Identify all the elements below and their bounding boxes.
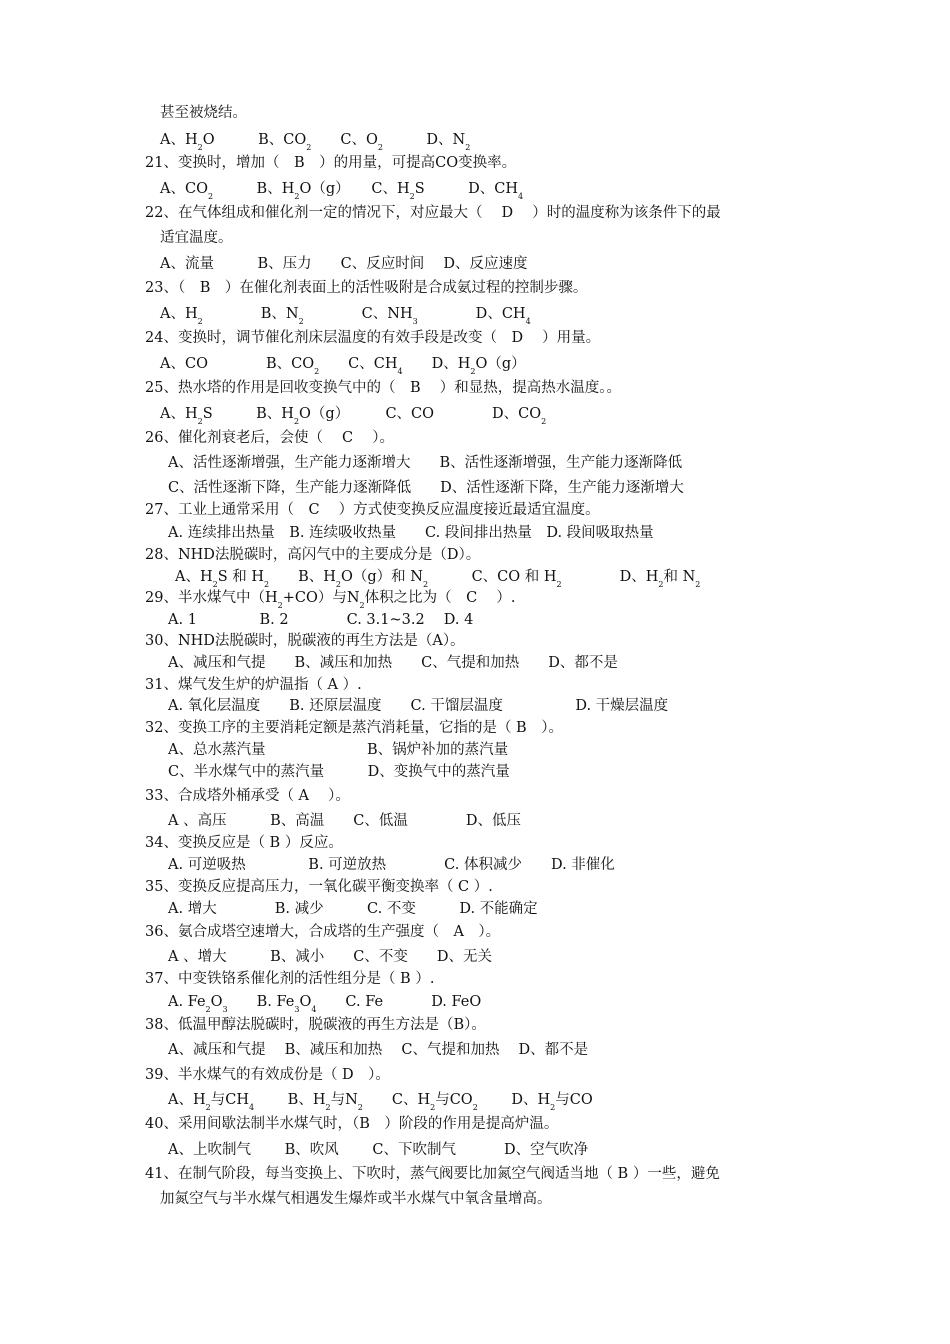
text-line: A 、高压 B、高温 C、低温 D、低压 xyxy=(168,813,521,829)
subscript: 2 xyxy=(430,1103,436,1112)
subscript: 2 xyxy=(325,1103,331,1112)
text-line: A. $Fe_2O_3$ B. $Fe_3O_4$ C. Fe D. FeO xyxy=(168,994,482,1014)
text-line: 36、氨合成塔空速增大，合成塔的生产强度（ A ）。 xyxy=(145,924,501,940)
text-line: A、流量 B、压力 C、反应时间 D、反应速度 xyxy=(160,256,528,272)
subscript: 2 xyxy=(298,317,304,326)
subscript: 2 xyxy=(550,1103,556,1112)
subscript: 2 xyxy=(658,580,664,589)
text-line: A. 1 B. 2 C. 3.1~3.2 D. 4 xyxy=(168,612,474,628)
text-line: 30、NHD法脱碳时，脱碳液的再生方法是（A）。 xyxy=(145,633,465,649)
text-line: A. 增大 B. 减少 C. 不变 D. 不能确定 xyxy=(168,901,538,917)
subscript: 2 xyxy=(197,143,203,152)
subscript: 4 xyxy=(397,367,403,376)
subscript: 4 xyxy=(248,1103,255,1112)
subscript: 3 xyxy=(294,1005,300,1014)
subscript: 2 xyxy=(205,1103,211,1112)
text-line: 适宜温度。 xyxy=(160,230,233,246)
text-line: A、减压和气提 B、减压和加热 C、气提和加热 D、都不是 xyxy=(168,655,618,671)
text-line: A. 连续排出热量 B. 连续吸收热量 C. 段间排出热量 D. 段间吸取热量 xyxy=(168,525,654,541)
text-line: 29、半水煤气中$(H_2+CO)$与$N_2$体积之比为（ C ）. xyxy=(145,590,516,610)
text-line: A、减压和气提 B、减压和加热 C、气提和加热 D、都不是 xyxy=(168,1042,589,1058)
subscript: 3 xyxy=(412,317,418,326)
text-line: 28、NHD法脱碳时，高闪气中的主要成分是（D）。 xyxy=(145,547,481,563)
text-line: 22、在气体组成和催化剂一定的情况下，对应最大（ D ）时的温度称为该条件下的最 xyxy=(145,205,721,221)
subscript: 4 xyxy=(518,192,524,201)
text-line: 加氮空气与半水煤气相遇发生爆炸或半水煤气中氧含量增高。 xyxy=(160,1191,552,1207)
subscript: 2 xyxy=(277,601,283,610)
text-line: 32、变换工序的主要消耗定额是蒸汽消耗量，它指的是（ B ）。 xyxy=(145,720,563,736)
text-line: A、CO B、$CO_2$ C、$CH_4$ D、$H_2O(g)$ xyxy=(160,356,526,376)
subscript: 2 xyxy=(556,580,562,589)
subscript: 2 xyxy=(293,417,300,426)
text-line: A. 氧化层温度 B. 还原层温度 C. 干馏层温度 D. 干燥层温度 xyxy=(168,698,669,714)
text-line: 27、工业上通常采用（ C ）方式使变换反应温度接近最适宜温度。 xyxy=(145,502,600,518)
subscript: 2 xyxy=(212,580,218,589)
subscript: 4 xyxy=(525,317,531,326)
subscript: 2 xyxy=(207,192,214,201)
subscript: 2 xyxy=(377,143,383,152)
text-line: 24、变换时，调节催化剂床层温度的有效手段是改变（ D ）用量。 xyxy=(145,330,601,346)
text-line: A、$H_2S$ 和 $H_2$ B、$H_2O(g)$和 $N_2$ C、CO 和 $H_2$ D、$H_2$和 $N_2$ xyxy=(175,569,701,589)
text-line: 21、变换时，增加（ B ）的用量，可提高CO变换率。 xyxy=(145,155,517,171)
subscript: 2 xyxy=(197,317,203,326)
text-line: A、$CO_2$ B、$H_2O(g)$ C、$H_2S$ D、$CH_4$ xyxy=(160,181,524,201)
text-line: A、上吹制气 B、吹风 C、下吹制气 D、空气吹净 xyxy=(168,1142,589,1158)
subscript: 2 xyxy=(306,143,312,152)
text-line: 35、变换反应提高压力，一氧化碳平衡变换率（ C ）. xyxy=(145,879,493,895)
text-line: 34、变换反应是（ B ）反应。 xyxy=(145,835,343,851)
text-line: A、$H_2O$ B、$CO_2$ C、$O_2$ D、$N_2$ xyxy=(160,132,471,152)
subscript: 2 xyxy=(335,580,342,589)
subscript: 2 xyxy=(314,367,320,376)
text-line: A. 可逆吸热 B. 可逆放热 C. 体积减少 D. 非催化 xyxy=(168,857,615,873)
text-line: 25、热水塔的作用是回收变换气中的（ B ）和显热，提高热水温度。。 xyxy=(145,380,621,396)
subscript: 2 xyxy=(264,580,270,589)
text-line: 26、催化剂衰老后，会使（ C ）。 xyxy=(145,430,395,446)
text-line: A、$H_2S$ B、$H_2O(g)$ C、CO D、$CO_2$ xyxy=(160,406,547,426)
subscript: 3 xyxy=(222,1005,228,1014)
subscript: 2 xyxy=(294,192,300,201)
text-line: A、活性逐渐增强，生产能力逐渐增大 B、活性逐渐增强，生产能力逐渐降低 xyxy=(168,455,683,471)
subscript: 2 xyxy=(541,417,547,426)
text-line: A、$H_2$ B、$N_2$ C、$NH_3$ D、$CH_4$ xyxy=(160,306,531,326)
subscript: 2 xyxy=(205,1005,211,1014)
text-line: 39、半水煤气的有效成份是（ D ）。 xyxy=(145,1067,390,1083)
text-line: C、活性逐渐下降，生产能力逐渐降低 D、活性逐渐下降，生产能力逐渐增大 xyxy=(168,480,684,496)
text-line: 33、合成塔外桶承受（ A ）。 xyxy=(145,788,350,804)
text-line: 41、在制气阶段，每当变换上、下吹时，蒸气阀要比加氮空气阀适当地（ B ）一些，避免 xyxy=(145,1166,720,1182)
subscript: 2 xyxy=(197,417,203,426)
text-line: 38、低温甲醇法脱碳时，脱碳液的再生方法是（B）。 xyxy=(145,1017,486,1033)
text-line: 甚至被烧结。 xyxy=(160,105,247,121)
text-line: A、$H_2$与$CH_4$ B、$H_2$与$N_2$ C、$H_2$与$CO_2$ D、$H_2$与CO xyxy=(168,1092,593,1112)
text-line: 31、煤气发生炉的炉温指（ A ）. xyxy=(145,677,362,693)
subscript: 2 xyxy=(465,143,471,152)
subscript: 2 xyxy=(409,192,415,201)
text-line: 23、（ B ）在催化剂表面上的活性吸附是合成氨过程的控制步骤。 xyxy=(145,280,588,296)
text-line: A、总水蒸汽量 B、锅炉补加的蒸汽量 xyxy=(168,742,509,758)
subscript: 2 xyxy=(695,580,701,589)
subscript: 2 xyxy=(472,1103,478,1112)
text-line: 40、采用间歇法制半水煤气时，（B ）阶段的作用是提高炉温。 xyxy=(145,1116,559,1132)
subscript: 4 xyxy=(311,1005,317,1014)
subscript: 2 xyxy=(359,601,365,610)
text-line: C、半水煤气中的蒸汽量 D、变换气中的蒸汽量 xyxy=(168,764,510,780)
subscript: 2 xyxy=(470,367,476,376)
text-line: 37、中变铁铬系催化剂的活性组分是（ B ）. xyxy=(145,971,435,987)
subscript: 2 xyxy=(422,580,429,589)
text-line: A 、增大 B、减小 C、不变 D、无关 xyxy=(168,949,492,965)
subscript: 2 xyxy=(357,1103,363,1112)
